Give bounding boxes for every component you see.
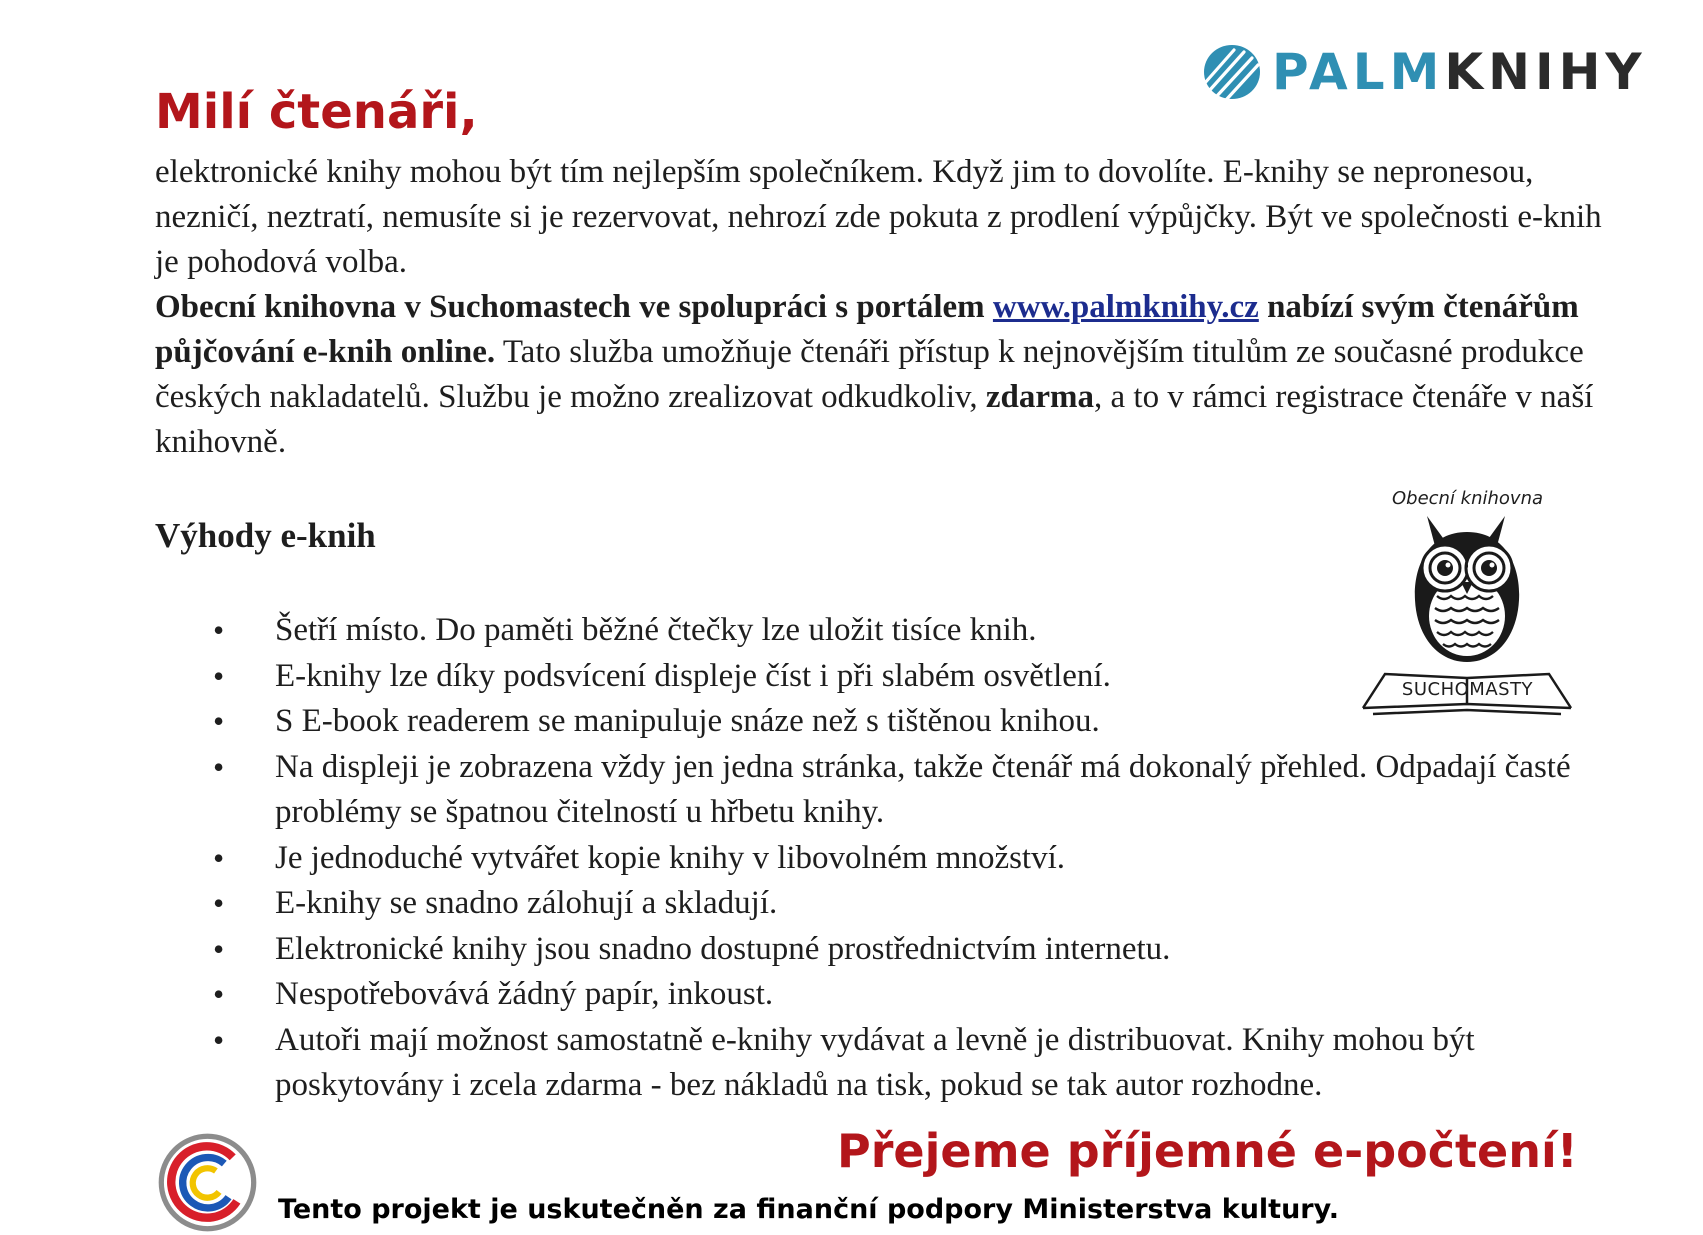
list-item: • Nespotřebovává žádný papír, inkoust. — [155, 972, 1605, 1018]
list-item: • Na displeji je zobrazena vždy jen jedna stránka, takže čtenář má dokonalý přehled. Odpadají časté problémy se špatnou čitelností u hřbetu knihy. — [155, 745, 1605, 836]
benefits-heading: Výhody e-knih — [155, 516, 376, 555]
ministry-culture-logo-icon — [155, 1130, 260, 1235]
palmknihy-link[interactable]: www.palmknihy.cz — [992, 289, 1259, 325]
list-item: • S E-book readerem se manipuluje snáze než s tištěnou knihou. — [155, 699, 1605, 745]
intro-text-span: Tato služba umožňuje čtenáři přístup k nejnovějším titulům ze současné produkce českých nakladatelů. Službu je možno zrealizovat odkudkoliv, — [155, 334, 1584, 415]
list-item: • Šetří místo. Do paměti běžné čtečky lze uložit tisíce knih. — [155, 608, 1605, 654]
greeting-heading: Milí čtenáři, — [155, 84, 478, 140]
palmknihy-logo — [1200, 38, 1647, 106]
intro-paragraph-1: elektronické knihy mohou být tím nejlepším společníkem. Když jim to dovolíte. E-knihy se nepronesou, nezničí, neztratí, nemusíte si je rezervovat, nehrozí zde pokuta z prodlení výpůjčky. Být ve společnosti e-knih je pohodová volba. — [155, 154, 1602, 280]
library-name-bottom: SUCHOMASTY — [1401, 679, 1534, 700]
list-item: • Autoři mají možnost samostatně e-knihy vydávat a levně je distribuovat. Knihy mohou být poskytovány i zcela zdarma - bez nákladů na tisk, pokud se tak autor rozhodne. — [155, 1018, 1605, 1109]
library-name-top: Obecní knihovna — [1391, 488, 1544, 509]
intro-paragraph-2 — [155, 285, 1615, 465]
intro-text — [155, 150, 1615, 465]
intro-text-end: , a to v rámci registrace čtenáře v naší knihovně. — [155, 379, 1594, 460]
library-owl-logo — [1355, 488, 1580, 725]
closing-wish: Přejeme příjemné e-počtení! — [837, 1124, 1578, 1178]
list-item: • Elektronické knihy jsou snadno dostupné prostřednictvím internetu. — [155, 927, 1605, 973]
zdarma-bold: zdarma — [985, 379, 1094, 415]
intro-bold-b: nabízí svým čtenářům půjčování e-knih online. — [155, 289, 1579, 370]
logo-text: PALMKNIHY — [1272, 43, 1647, 101]
list-item: • E-knihy lze díky podsvícení displeje číst i při slabém osvětlení. — [155, 654, 1605, 700]
funding-note: Tento projekt je uskutečněn za finanční podpory Ministerstva kultury. — [278, 1194, 1340, 1225]
list-item: • Je jednoduché vytvářet kopie knihy v libovolném množství. — [155, 836, 1605, 882]
palm-leaf-icon — [1200, 40, 1264, 104]
list-item: • E-knihy se snadno zálohují a skladují. — [155, 881, 1605, 927]
intro-bold-a: Obecní knihovna v Suchomastech ve spolupráci s portálem — [155, 289, 985, 325]
